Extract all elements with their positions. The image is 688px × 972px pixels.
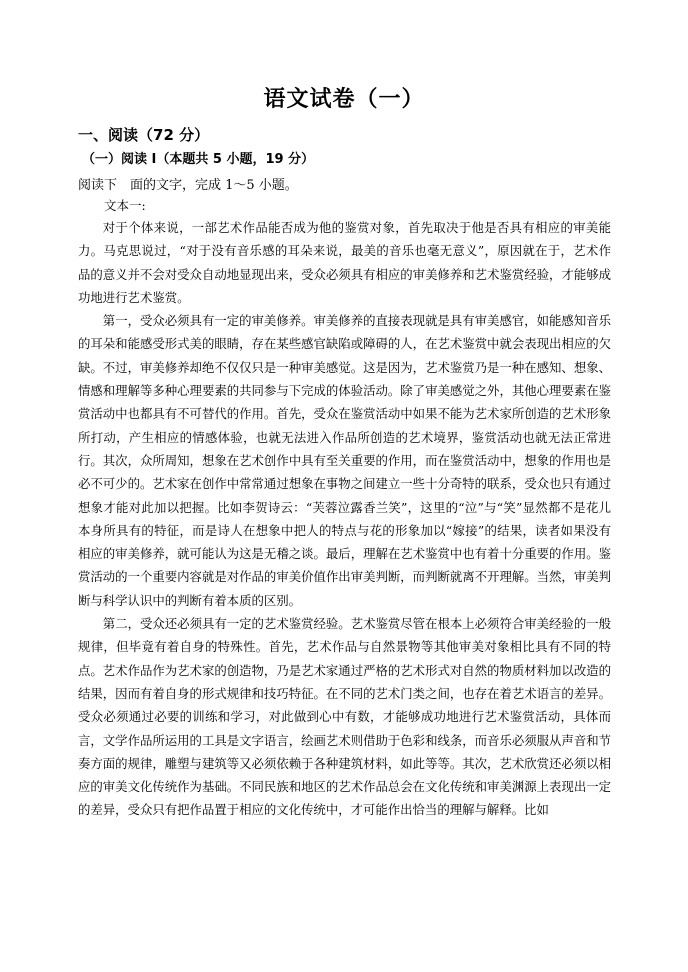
paragraph: 第二，受众还必须具有一定的艺术鉴赏经验。艺术鉴赏尽管在根本上必须符合审美经验的一般规律，但毕竟有着自身的特殊性。首先，艺术作品与自然景物等其他审美对象相比具有不同的特点。艺术作品作为艺术家的创造物，乃是艺术家通过严格的艺术形式对自然的物质材料加以改造的结果，因而有着自身的形式规律和技巧特征。在不同的艺术门类之间，也存在着艺术语言的差异。受众必须通过必要的训练和学习，对此做到心中有数，才能够成功地进行艺术鉴赏活动，具体而言，文学作品所运用的工具是文字语言，绘画艺术则借助于色彩和线条，而音乐必须服从声音和节奏方面的规律，雕塑与建筑等又必须依赖于各种建筑材料，如此等等。其次，艺术欣赏还必须以相应的审美文化传统作为基础。不同民族和地区的艺术作品总会在文化传统和审美渊源上表现出一定的差异，受众只有把作品置于相应的文化传统中，才可能作出恰当的理解与解释。比如 — [78, 616, 611, 818]
paragraph: 第一，受众必须具有一定的审美修养。审美修养的直接表现就是具有审美感官，如能感知音乐的耳朵和能感受形式美的眼睛，存在某些感官缺陷或障碍的人，在艺术鉴赏中就会表现出相应的欠缺。不过，审美修养却绝不仅仅只是一种审美感觉。这是因为，艺术鉴赏乃是一种在感知、想象、情感和理解等多种心理要素的共同参与下完成的体验活动。除了审美感觉之外，其他心理要素在鉴赏活动中也都具有不可替代的作用。首先，受众在鉴赏活动中如果不能为艺术家所创造的艺术形象所打动，产生相应的情感体验，也就无法进入作品所创造的艺术境界，鉴赏活动也就无法正常进行。其次，众所周知，想象在艺术创作中具有至关重要的作用，而在鉴赏活动中，想象的作用也是必不可少的。艺术家在创作中常常通过想象在事物之间建立一些十分奇特的联系，受众也只有通过想象才能对此加以把握。比如李贺诗云：“芙蓉泣露香兰笑”，这里的“泣”与“笑”显然都不是花儿本身所具有的特征，而是诗人在想象中把人的特点与花的形象加以“嫁接”的结果，读者如果没有相应的审美修养，就可能认为这是无稽之谈。最后，理解在艺术鉴赏中也有着十分重要的作用。鉴赏活动的一个重要内容就是对作品的审美价值作出审美判断，而判断就离不开理解。当然，审美判断与科学认识中的判断有着本质的区别。 — [78, 313, 611, 608]
section-heading: 一、阅读（72 分） — [78, 126, 210, 144]
subsection-heading: （一）阅读 I（本题共 5 小题，19 分） — [82, 152, 315, 167]
reading-instruction: 阅读下 面的文字，完成 1～5 小题。 — [78, 178, 298, 193]
page-title: 语文试卷（一） — [263, 87, 425, 112]
passage-body — [78, 216, 611, 822]
paragraph: 对于个体来说，一部艺术作品能否成为他的鉴赏对象，首先取决于他是否具有相应的审美能力。马克思说过，“对于没有音乐感的耳朵来说，最美的音乐也毫无意义”，原因就在于，艺术作品的意义并不会对受众自动地显现出来，受众必须具有相应的审美修养和艺术鉴赏经验，才能够成功地进行艺术鉴赏。 — [78, 220, 611, 305]
text-label: 文本一: — [104, 198, 146, 213]
